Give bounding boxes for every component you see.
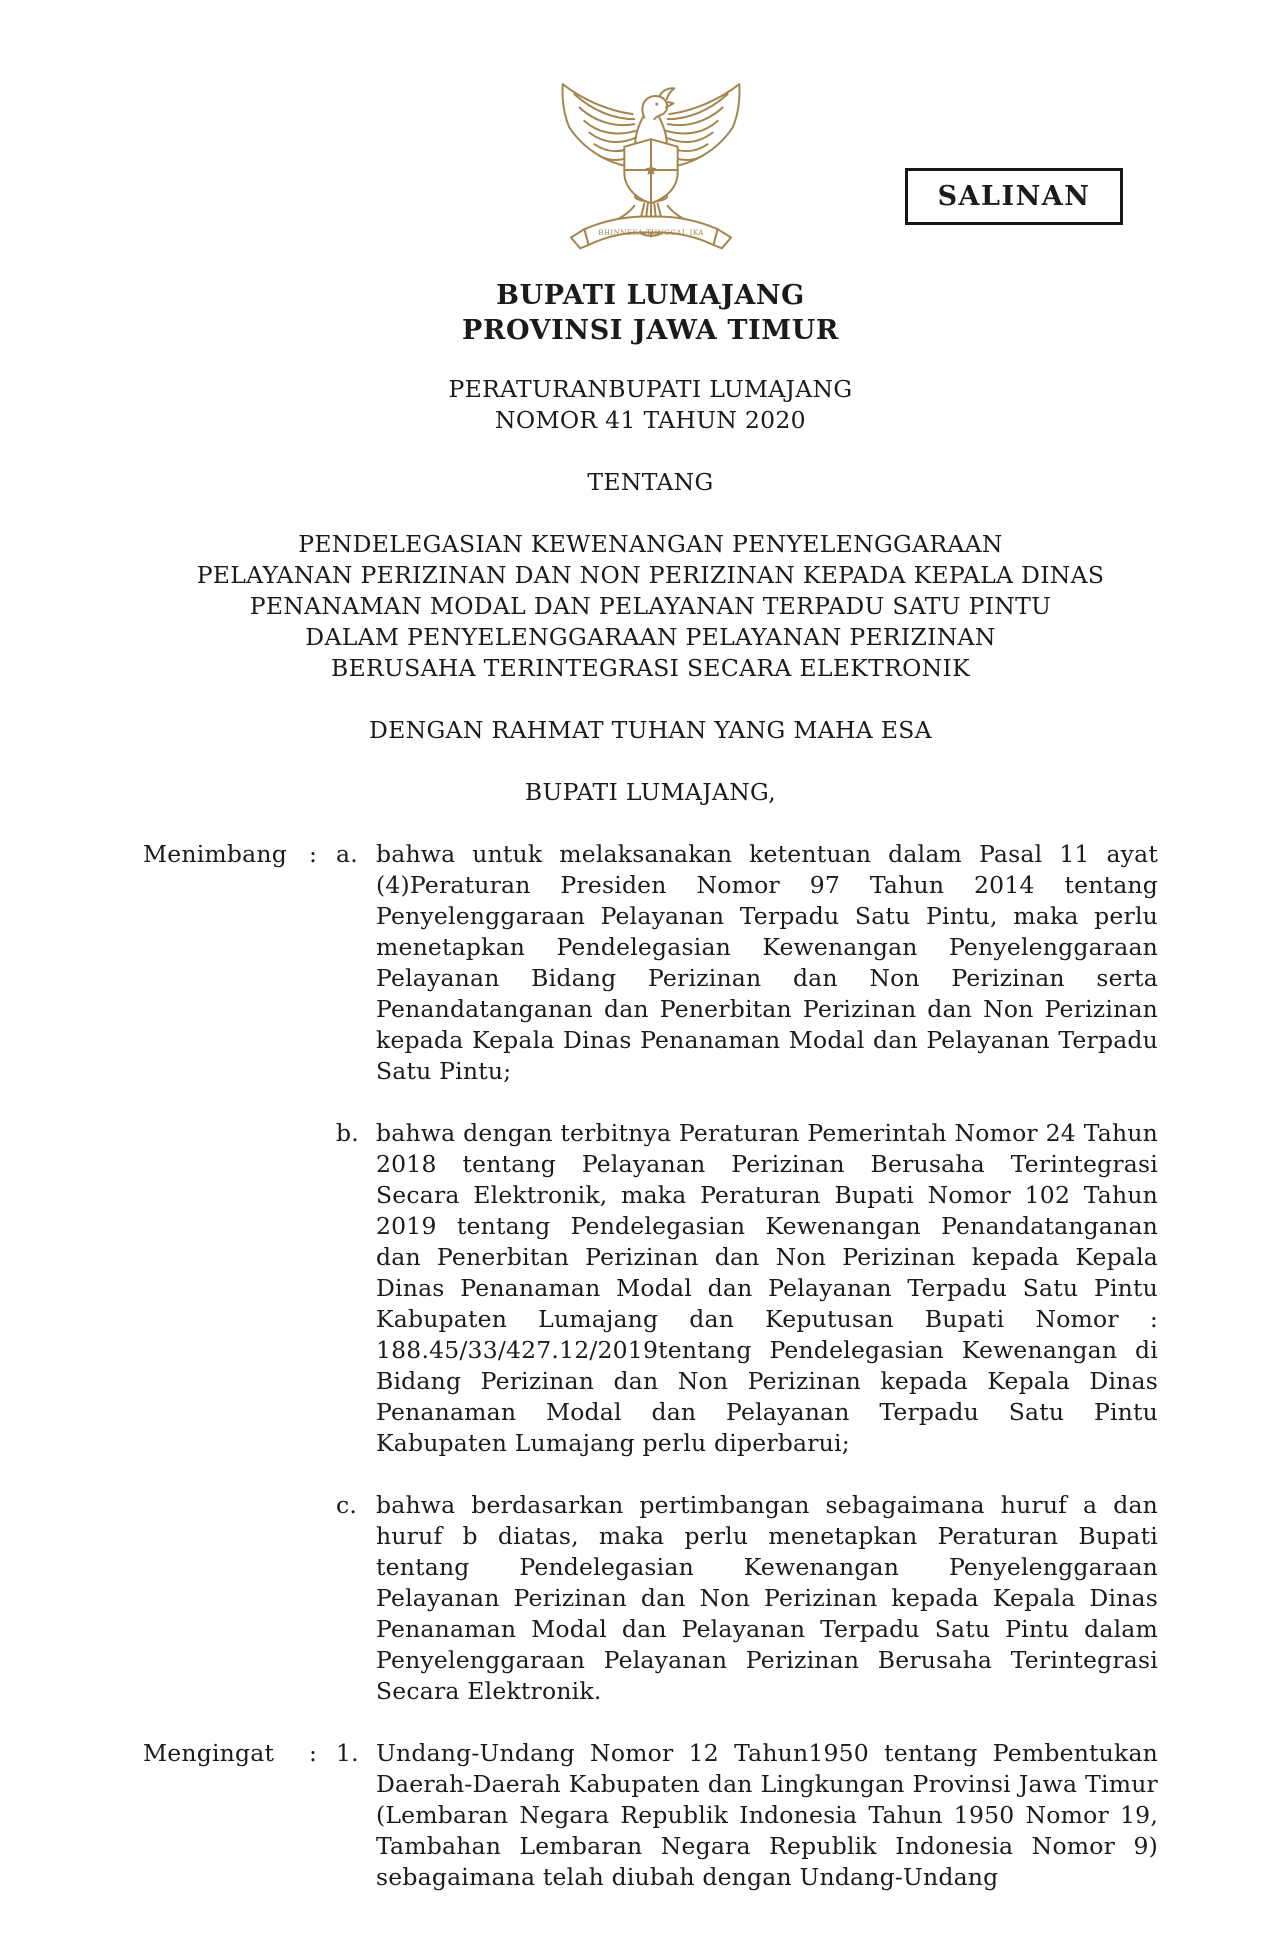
banner-text: BHINNEKA TUNGGAL IKA xyxy=(597,228,704,237)
regulation-title: PERATURANBUPATI LUMAJANG xyxy=(448,375,853,403)
legal-basis-section xyxy=(143,1738,1158,1893)
pancasila-shield xyxy=(624,139,677,203)
subject-line-3: PENANAMAN MODAL DAN PELAYANAN TERPADU SATU PINTU xyxy=(249,592,1052,620)
consideration-item-c xyxy=(143,1490,1158,1707)
enacting-authority-line: BUPATI LUMAJANG, xyxy=(524,778,777,806)
item-marker: b. xyxy=(336,1119,359,1147)
consideration-item-b xyxy=(143,1118,1158,1459)
about-label: TENTANG xyxy=(587,468,714,496)
authority-line-2: PROVINSI JAWA TIMUR xyxy=(462,315,839,346)
invocation-line: DENGAN RAHMAT TUHAN YANG MAHA ESA xyxy=(369,716,932,744)
item-text: bahwa berdasarkan pertimbangan sebagaimana huruf a dan huruf b diatas, maka perlu menetapkan Peraturan Bupati tentang Pendelegasian Kewenangan Penyelenggaraan Pelayanan Perizinan dan Non Perizinan kepada Kepala Dinas Penanaman Modal dan Pelayanan Terpadu Satu Pintu dalam Penyelenggaraan Pelayanan Perizinan Berusaha Terintegrasi Secara Elektronik. xyxy=(376,1491,1158,1705)
salinan-stamp-label: SALINAN xyxy=(937,181,1091,212)
considerations-label: Menimbang xyxy=(143,840,287,868)
authority-heading xyxy=(143,278,1158,348)
subject-line-1: PENDELEGASIAN KEWENANGAN PENYELENGGARAAN xyxy=(298,530,1003,558)
considerations-section xyxy=(143,839,1158,1707)
legal-basis-separator: : xyxy=(309,1739,318,1767)
item-marker: 1. xyxy=(336,1739,359,1767)
item-text: bahwa dengan terbitnya Peraturan Pemerintah Nomor 24 Tahun 2018 tentang Pelayanan Perizinan Berusaha Terintegrasi Secara Elektronik, maka Peraturan Bupati Nomor 102 Tahun 2019 tentang Pendelegasian Kewenangan Penandatanganan dan Penerbitan Perizinan dan Non Perizinan kepada Kepala Dinas Penanaman Modal dan Pelayanan Terpadu Satu Pintu Kabupaten Lumajang dan Keputusan Bupati Nomor : 188.45/33/427.12/2019tentang Pendelegasian Kewenangan di Bidang Perizinan dan Non Perizinan kepada Kepala Dinas Penanaman Modal dan Pelayanan Terpadu Satu Pintu Kabupaten Lumajang perlu diperbarui; xyxy=(376,1119,1158,1457)
garuda-pancasila-icon xyxy=(551,64,751,256)
regulation-number xyxy=(143,374,1158,436)
subject-title xyxy=(143,529,1158,684)
consideration-item-a xyxy=(143,839,1158,1087)
document-content xyxy=(143,0,1158,1893)
authority-line-1: BUPATI LUMAJANG xyxy=(496,280,805,311)
regulation-nomor: NOMOR 41 TAHUN 2020 xyxy=(495,406,806,434)
legal-basis-label: Mengingat xyxy=(143,1739,275,1767)
item-marker: a. xyxy=(336,840,358,868)
item-marker: c. xyxy=(336,1491,358,1519)
subject-line-5: BERUSAHA TERINTEGRASI SECARA ELEKTRONIK xyxy=(331,654,970,682)
item-text: bahwa untuk melaksanakan ketentuan dalam Pasal 11 ayat (4)Peraturan Presiden Nomor 97 Tahun 2014 tentang Penyelenggaraan Pelayanan Terpadu Satu Pintu, maka perlu menetapkan Pendelegasian Kewenangan Penyelenggaraan Pelayanan Bidang Perizinan dan Non Perizinan serta Penandatanganan dan Penerbitan Perizinan dan Non Perizinan kepada Kepala Dinas Penanaman Modal dan Pelayanan Terpadu Satu Pintu; xyxy=(376,840,1158,1085)
legal-basis-item-1 xyxy=(143,1738,1158,1893)
considerations-separator: : xyxy=(309,840,318,868)
subject-line-2: PELAYANAN PERIZINAN DAN NON PERIZINAN KEPADA KEPALA DINAS xyxy=(196,561,1105,589)
subject-line-4: DALAM PENYELENGGARAAN PELAYANAN PERIZINAN xyxy=(305,623,996,651)
banner-ribbon xyxy=(571,217,731,249)
item-text: Undang-Undang Nomor 12 Tahun1950 tentang Pembentukan Daerah-Daerah Kabupaten dan Lingkungan Provinsi Jawa Timur (Lembaran Negara Republik Indonesia Tahun 1950 Nomor 19, Tambahan Lembaran Negara Republik Indonesia Nomor 9) sebagaimana telah diubah dengan Undang-Undang xyxy=(376,1739,1158,1891)
